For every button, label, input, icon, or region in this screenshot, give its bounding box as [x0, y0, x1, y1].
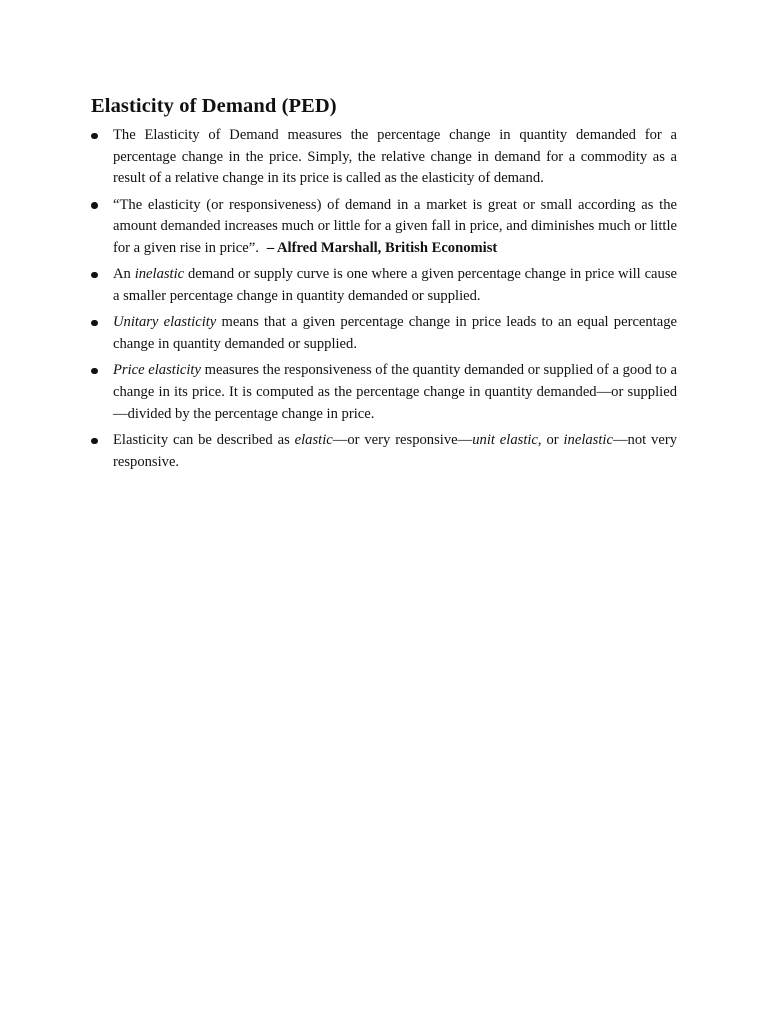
term-unit-elastic: unit elastic — [472, 432, 538, 449]
bullet-text: —not very responsive. — [113, 432, 677, 470]
page-title: Elasticity of Demand (PED) — [91, 95, 337, 117]
term-unitary-elasticity: Unitary elasticity — [113, 314, 217, 331]
bullet-icon — [91, 320, 98, 327]
bullet-text: measures the responsiveness of the quantity demanded or supplied of a good to a change in its price. It is computed as the percentage change in quantity demanded—or supplied—divided by the percentage change in price. — [113, 362, 677, 422]
bullet-text: demand or supply curve is one where a given percentage change in price will cause a smaller percentage change in quantity demanded or supplied. — [113, 266, 677, 305]
list-item — [91, 430, 677, 473]
quote-attribution: – Alfred Marshall, British Economist — [266, 240, 498, 257]
bullet-list — [91, 125, 677, 474]
bullet-text-prefix: Elasticity can be described as — [113, 432, 295, 449]
bullet-icon — [91, 272, 98, 279]
list-item — [91, 312, 677, 355]
bullet-text: means that a given percentage change in price leads to an equal percentage change in quantity demanded or supplied. — [113, 314, 678, 353]
term-inelastic: inelastic — [563, 432, 613, 449]
list-item — [91, 264, 677, 307]
list-item — [91, 195, 677, 260]
bullet-icon — [91, 438, 98, 445]
document-page — [91, 93, 677, 478]
bullet-text: , or — [537, 432, 564, 449]
term-price-elasticity: Price elasticity — [113, 362, 201, 379]
bullet-text-prefix: An — [113, 266, 135, 283]
bullet-icon — [91, 133, 98, 140]
term-elastic: elastic — [294, 432, 333, 449]
bullet-text: The Elasticity of Demand measures the percentage change in quantity demanded for a percentage change in the price. Simply, the relative change in demand for a commodity as a result of a relative change in its price is called as the elasticity of demand. — [113, 127, 677, 187]
bullet-text: —or very responsive— — [332, 432, 473, 449]
bullet-icon — [91, 368, 98, 375]
list-item — [91, 125, 677, 190]
bullet-icon — [91, 202, 98, 209]
marshall-quote: “The elasticity (or responsiveness) of demand in a market is great or small according as the amount demanded increases much or little for a given fall in price, and diminishes much or little for a given rise in price”. — [113, 196, 677, 257]
list-item — [91, 360, 677, 425]
term-inelastic: inelastic — [134, 266, 185, 283]
